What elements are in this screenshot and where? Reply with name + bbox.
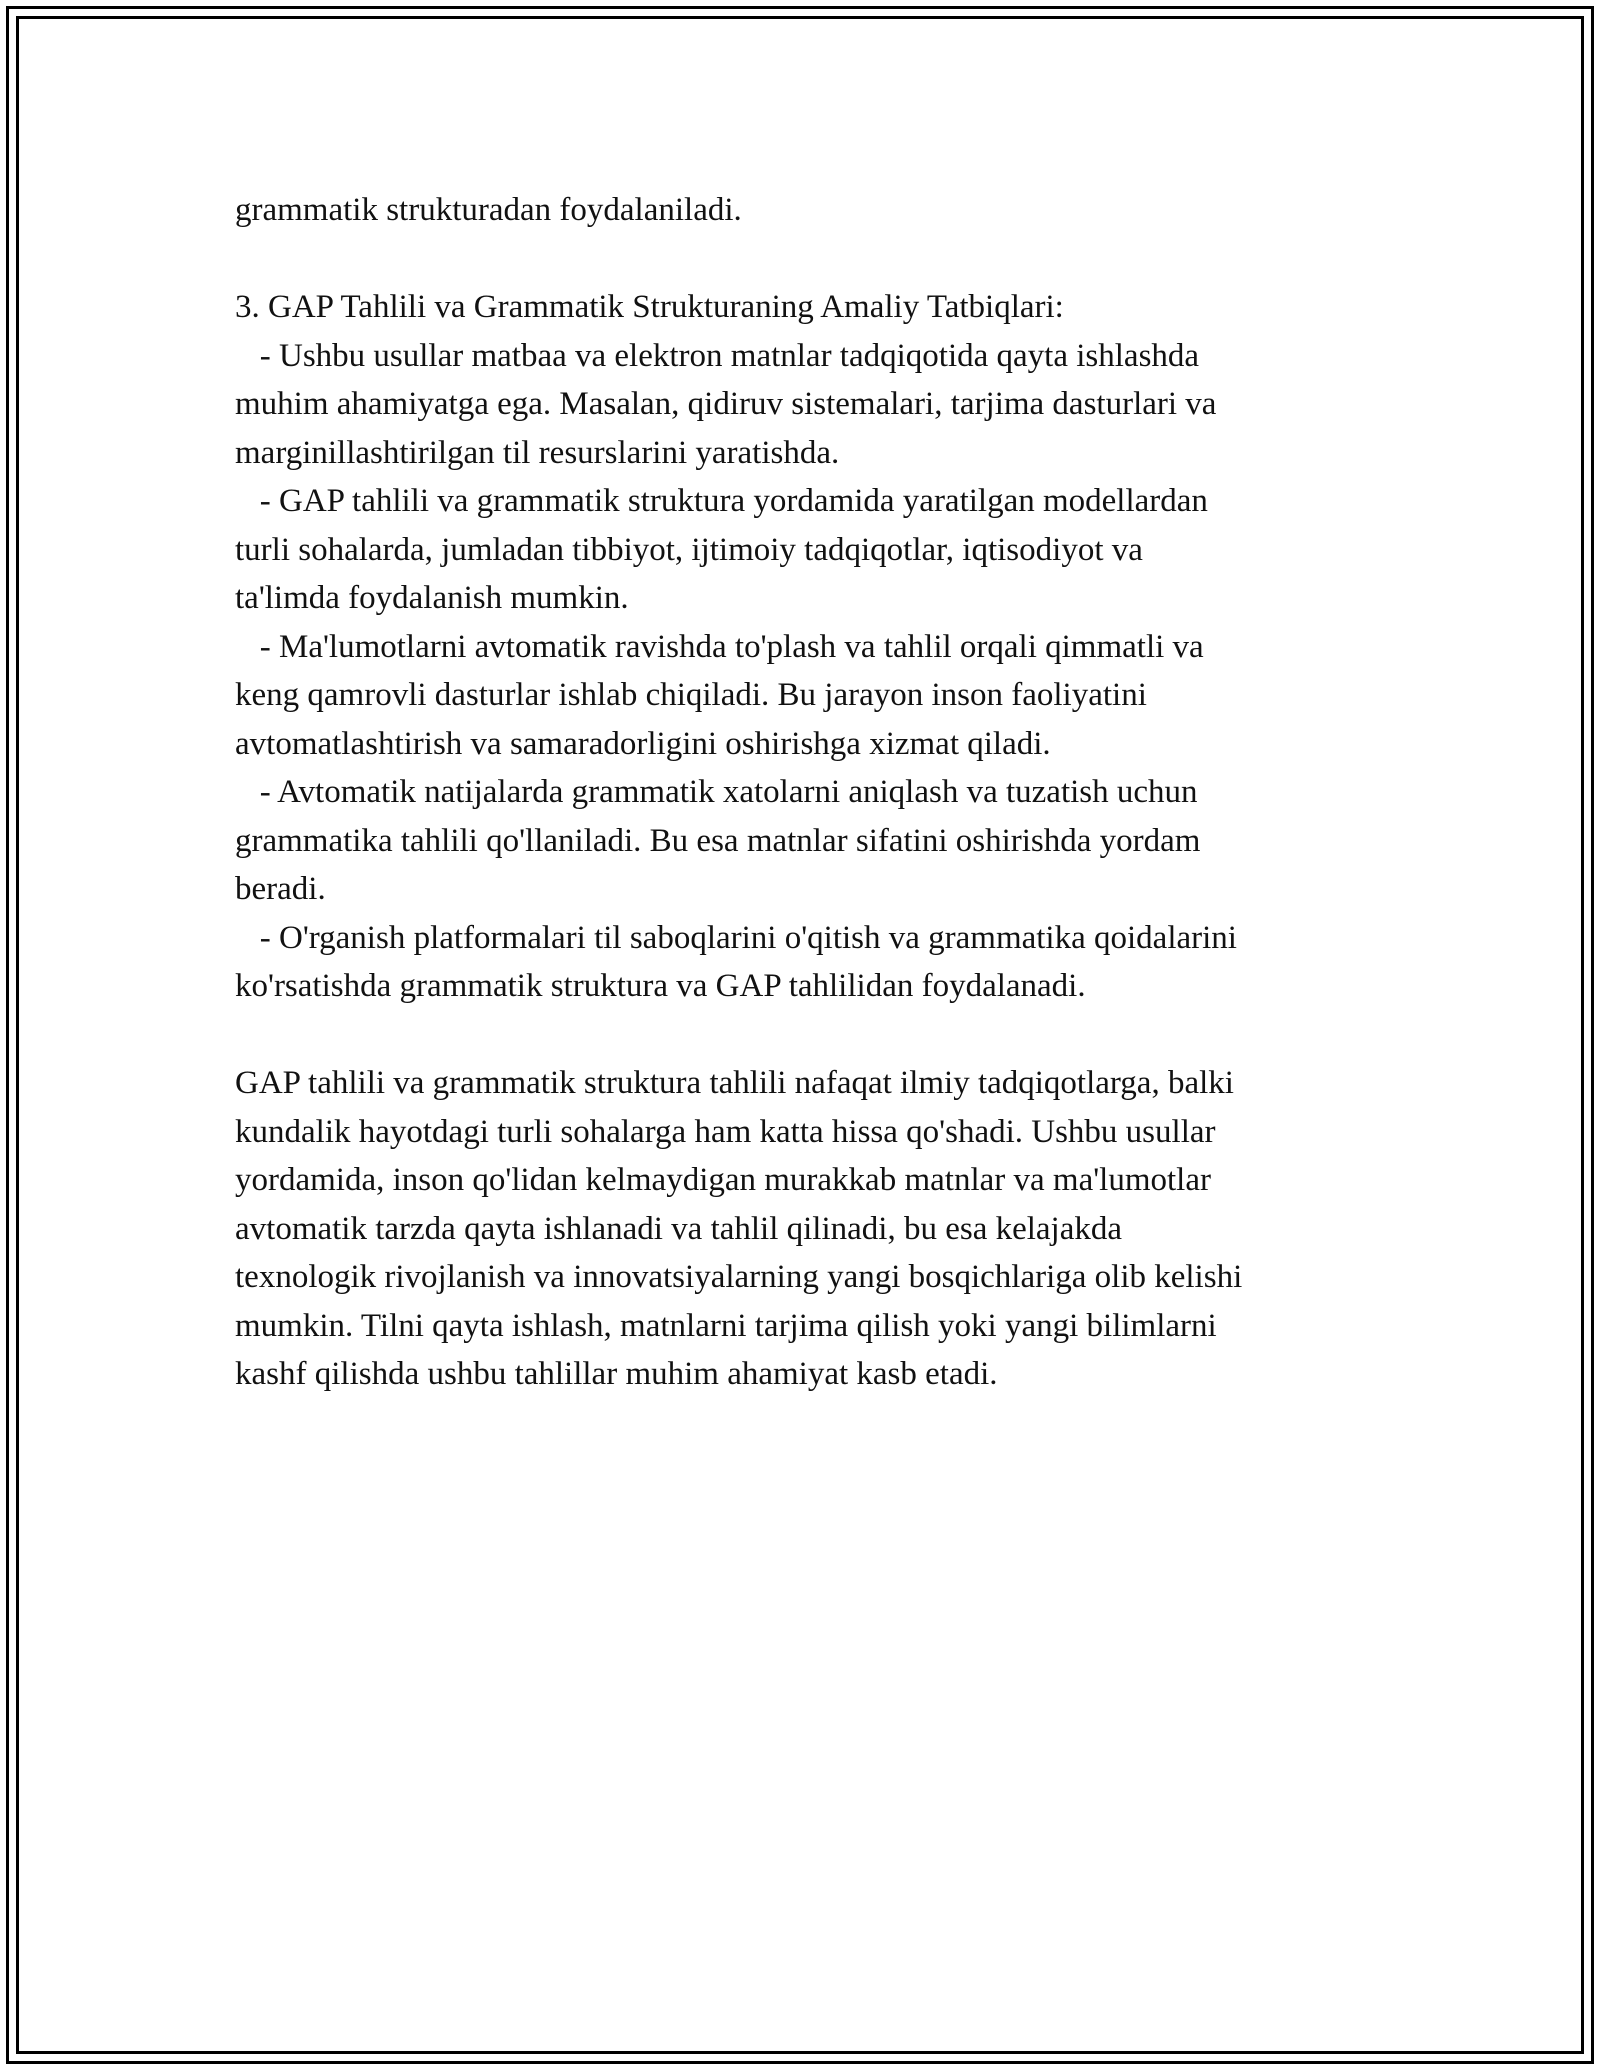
paragraph-gap (235, 1011, 1375, 1060)
bullet-item (235, 768, 1375, 914)
intro-line: grammatik strukturadan foydalaniladi. (235, 192, 742, 228)
bullet-item (235, 914, 1375, 1011)
bullet-line: marginillashtirilgan til resurslarini yaratishda. (235, 434, 840, 471)
bullet-line: avtomatlashtirish va samaradorligini oshirishga xizmat qiladi. (235, 725, 1051, 762)
conclusion-line: mumkin. Tilni qayta ishlash, matnlarni tarjima qilish yoki yangi bilimlarni (235, 1307, 1217, 1344)
bullet-item (235, 332, 1375, 478)
bullet-line: beradi. (235, 871, 326, 907)
bullet-line: keng qamrovli dasturlar ishlab chiqiladi. Bu jarayon inson faoliyatini (235, 677, 1147, 713)
conclusion-paragraph (235, 1059, 1375, 1399)
conclusion-line: yordamida, inson qo'lidan kelmaydigan murakkab matnlar va ma'lumotlar (235, 1162, 1211, 1198)
bullet-line: - Avtomatik natijalarda grammatik xatolarni aniqlash va tuzatish uchun (235, 774, 1198, 810)
conclusion-line: kashf qilishda ushbu tahlillar muhim ahamiyat kasb etadi. (235, 1356, 998, 1392)
bullet-line: muhim ahamiyatga ega. Masalan, qidiruv sistemalari, tarjima dasturlari va (235, 386, 1217, 422)
conclusion-line: kundalik hayotdagi turli sohalarga ham katta hissa qo'shadi. Ushbu usullar (235, 1113, 1216, 1150)
bullet-line: - O'rganish platformalari til saboqlarini o'qitish va grammatika qoidalarini (235, 919, 1237, 956)
document-body (235, 186, 1375, 1399)
section-heading: 3. GAP Tahlili va Grammatik Strukturaning Amaliy Tatbiqlari: (235, 289, 1064, 325)
conclusion-line: GAP tahlili va grammatik struktura tahlili nafaqat ilmiy tadqiqotlarga, balki (235, 1065, 1234, 1101)
paragraph-gap (235, 235, 1375, 284)
conclusion-line: avtomatik tarzda qayta ishlanadi va tahlil qilinadi, bu esa kelajakda (235, 1210, 1123, 1247)
bullet-line: grammatika tahlili qo'llaniladi. Bu esa matnlar sifatini oshirishda yordam (235, 822, 1201, 859)
bullet-line: - Ma'lumotlarni avtomatik ravishda to'plash va tahlil orqali qimmatli va (235, 628, 1204, 665)
bullet-line: turli sohalarda, jumladan tibbiyot, ijtimoiy tadqiqotlar, iqtisodiyot va (235, 531, 1143, 568)
bullet-line: ta'limda foydalanish mumkin. (235, 580, 629, 616)
bullet-item (235, 623, 1375, 769)
conclusion-line: texnologik rivojlanish va innovatsiyalarning yangi bosqichlariga olib kelishi (235, 1259, 1243, 1295)
bullet-line: ko'rsatishda grammatik struktura va GAP tahlilidan foydalanadi. (235, 968, 1086, 1004)
bullet-line: - Ushbu usullar matbaa va elektron matnlar tadqiqotida qayta ishlashda (235, 337, 1200, 374)
bullet-line: - GAP tahlili va grammatik struktura yordamida yaratilgan modellardan (235, 483, 1208, 519)
bullet-item (235, 477, 1375, 623)
